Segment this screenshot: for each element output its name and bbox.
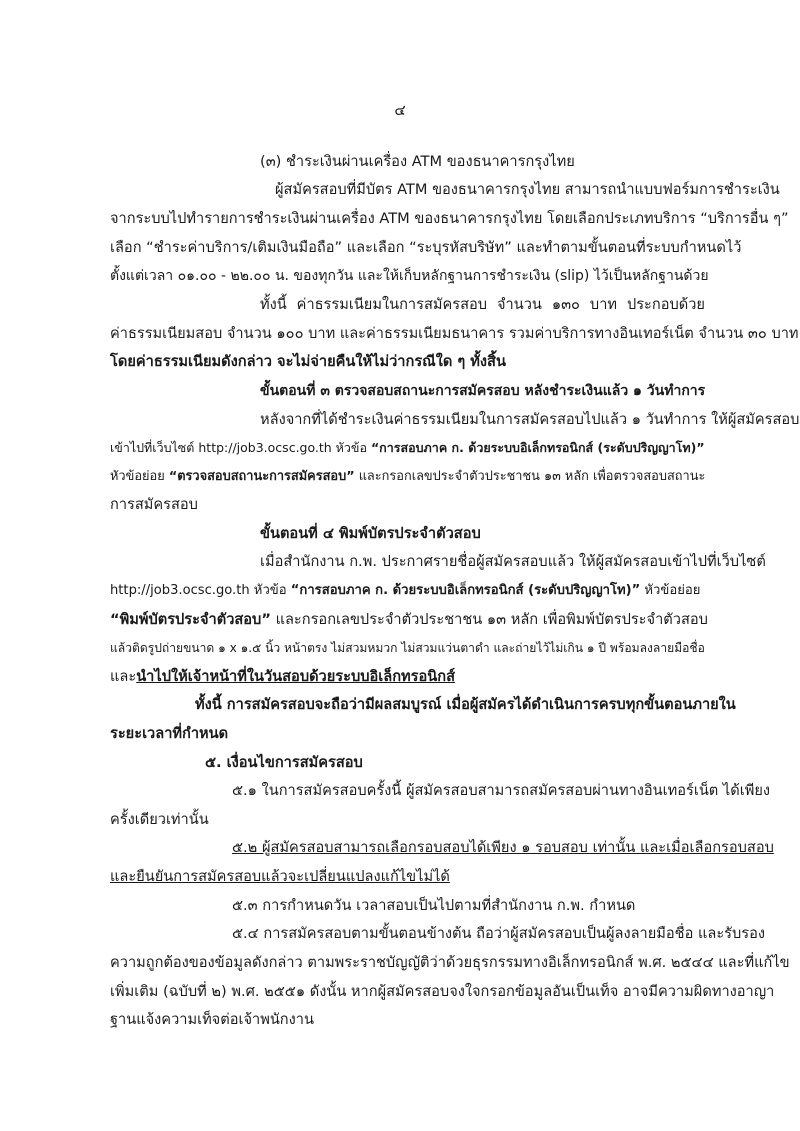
step-4-heading: ขั้นตอนที่ ๔ พิมพ์บัตรประจำตัวสอบ — [260, 525, 481, 542]
paragraph-line: จากระบบไปทำรายการชำระเงินผ่านเครื่อง ATM ของธนาคารกรุงไทย โดยเลือกประเภทบริการ “บริการอื่น ๆ” — [110, 210, 789, 227]
paragraph-line: ตั้งแต่เวลา ๐๑.๐๐ - ๒๒.๐๐ น. ของทุกวัน และให้เก็บหลักฐานการชำระเงิน (slip) ไว้เป็นหลักฐานด้วย — [110, 268, 709, 284]
paragraph-line-bold: ทั้งนี้ การสมัครสอบจะถือว่ามีผลสมบูรณ์ เมื่อผู้สมัครได้ดำเนินการครบทุกขั้นตอนภายใน — [195, 696, 736, 713]
paragraph-line-bold: โดยค่าธรรมเนียมดังกล่าว จะไม่จ่ายคืนให้ไม่ว่ากรณีใด ๆ ทั้งสิ้น — [110, 353, 506, 370]
page-number: ๔ — [394, 101, 406, 119]
paragraph-line: เมื่อสำนักงาน ก.พ. ประกาศรายชื่อผู้สมัครสอบแล้ว ให้ผู้สมัครสอบเข้าไปที่เว็บไซต์ — [260, 553, 766, 570]
paragraph-line: ความถูกต้องของข้อมูลดังกล่าว ตามพระราชบัญญัติว่าด้วยธุรกรรมทางอิเล็กทรอนิกส์ พ.ศ. ๒๕๔๔ และที่แก้ไข — [110, 954, 790, 971]
paragraph-line: ผู้สมัครสอบที่มีบัตร ATM ของธนาคารกรุงไทย สามารถนำแบบฟอร์มการชำระเงิน — [275, 181, 780, 198]
paragraph-line: ๕.๑ ในการสมัครสอบครั้งนี้ ผู้สมัครสอบสามารถสมัครสอบผ่านทางอินเทอร์เน็ต ได้เพียง — [232, 782, 771, 799]
paragraph-line-underlined: ๕.๒ ผู้สมัครสอบสามารถเลือกรอบสอบได้เพียง ๑ รอบสอบ เท่านั้น และเมื่อเลือกรอบสอบ — [232, 839, 774, 856]
paragraph-line-underlined: และยืนยันการสมัครสอบแล้วจะเปลี่ยนแปลงแก้ไขไม่ได้ — [110, 868, 450, 885]
section-heading-atm: (๓) ชำระเงินผ่านเครื่อง ATM ของธนาคารกรุงไทย — [260, 153, 575, 170]
paragraph-line: “พิมพ์บัตรประจำตัวสอบ” และกรอกเลขประจำตัวประชาชน ๑๓ หลัก เพื่อพิมพ์บัตรประจำตัวสอบ — [110, 611, 708, 628]
paragraph-line: และนำไปให้เจ้าหน้าที่ในวันสอบด้วยระบบอิเล็กทรอนิกส์ — [110, 668, 455, 685]
paragraph-line: ๕.๔ การสมัครสอบตามขั้นตอนข้างต้น ถือว่าผู้สมัครสอบเป็นผู้ลงลายมือชื่อ และรับรอง — [232, 925, 766, 942]
paragraph-line: แล้วติดรูปถ่ายขนาด ๑ x ๑.๕ นิ้ว หน้าตรง ไม่สวมหมวก ไม่สวมแว่นตาดำ และถ่ายไว้ไม่เกิน ๑ ปี พร้อมลงลายมือชื่อ — [110, 641, 705, 655]
paragraph-line: ๕.๓ การกำหนดวัน เวลาสอบเป็นไปตามที่สำนักงาน ก.พ. กำหนด — [232, 897, 636, 914]
paragraph-line: http://job3.ocsc.go.th หัวข้อ “การสอบภาค ก. ด้วยระบบอิเล็กทรอนิกส์ (ระดับปริญญาโท)” หัวข้อย่อย — [110, 583, 701, 598]
paragraph-line-bold: ระยะเวลาที่กำหนด — [110, 725, 229, 742]
paragraph-line: หลังจากที่ได้ชำระเงินค่าธรรมเนียมในการสมัครสอบไปแล้ว ๑ วันทำการ ให้ผู้สมัครสอบ — [260, 411, 800, 428]
paragraph-line: ค่าธรรมเนียมสอบ จำนวน ๑๐๐ บาท และค่าธรรมเนียมธนาคาร รวมค่าบริการทางอินเทอร์เน็ต จำนวน ๓๐ บาท — [110, 325, 799, 342]
paragraph-line: ฐานแจ้งความเท็จต่อเจ้าพนักงาน — [110, 1011, 314, 1028]
step-3-heading: ขั้นตอนที่ ๓ ตรวจสอบสถานะการสมัครสอบ หลังชำระเงินแล้ว ๑ วันทำการ — [260, 383, 706, 399]
paragraph-line: การสมัครสอบ — [110, 496, 198, 513]
paragraph-line: เพิ่มเติม (ฉบับที่ ๒) พ.ศ. ๒๕๕๑ ดังนั้น หากผู้สมัครสอบจงใจกรอกข้อมูลอันเป็นเท็จ อาจมีความผิดทางอาญา — [110, 983, 775, 1000]
paragraph-line: หัวข้อย่อย “ตรวจสอบสถานะการสมัครสอบ” และกรอกเลขประจำตัวประชาชน ๑๓ หลัก เพื่อตรวจสอบสถานะ — [110, 469, 706, 484]
paragraph-line: ทั้งนี้ ค่าธรรมเนียมในการสมัครสอบ จำนวน ๑๓๐ บาท ประกอบด้วย — [260, 296, 705, 313]
paragraph-line: เข้าไปที่เว็บไซต์ http://job3.ocsc.go.th หัวข้อ “การสอบภาค ก. ด้วยระบบอิเล็กทรอนิกส์ (ระดับปริญญาโท)” — [110, 440, 705, 455]
paragraph-line: เลือก “ชำระค่าบริการ/เติมเงินมือถือ” และเลือก “ระบุรหัสบริษัท” และทำตามขั้นตอนที่ระบบกำหนดไว้ — [110, 239, 742, 256]
paragraph-line: ครั้งเดียวเท่านั้น — [110, 811, 209, 828]
section-5-heading: ๕. เงื่อนไขการสมัครสอบ — [205, 754, 363, 771]
